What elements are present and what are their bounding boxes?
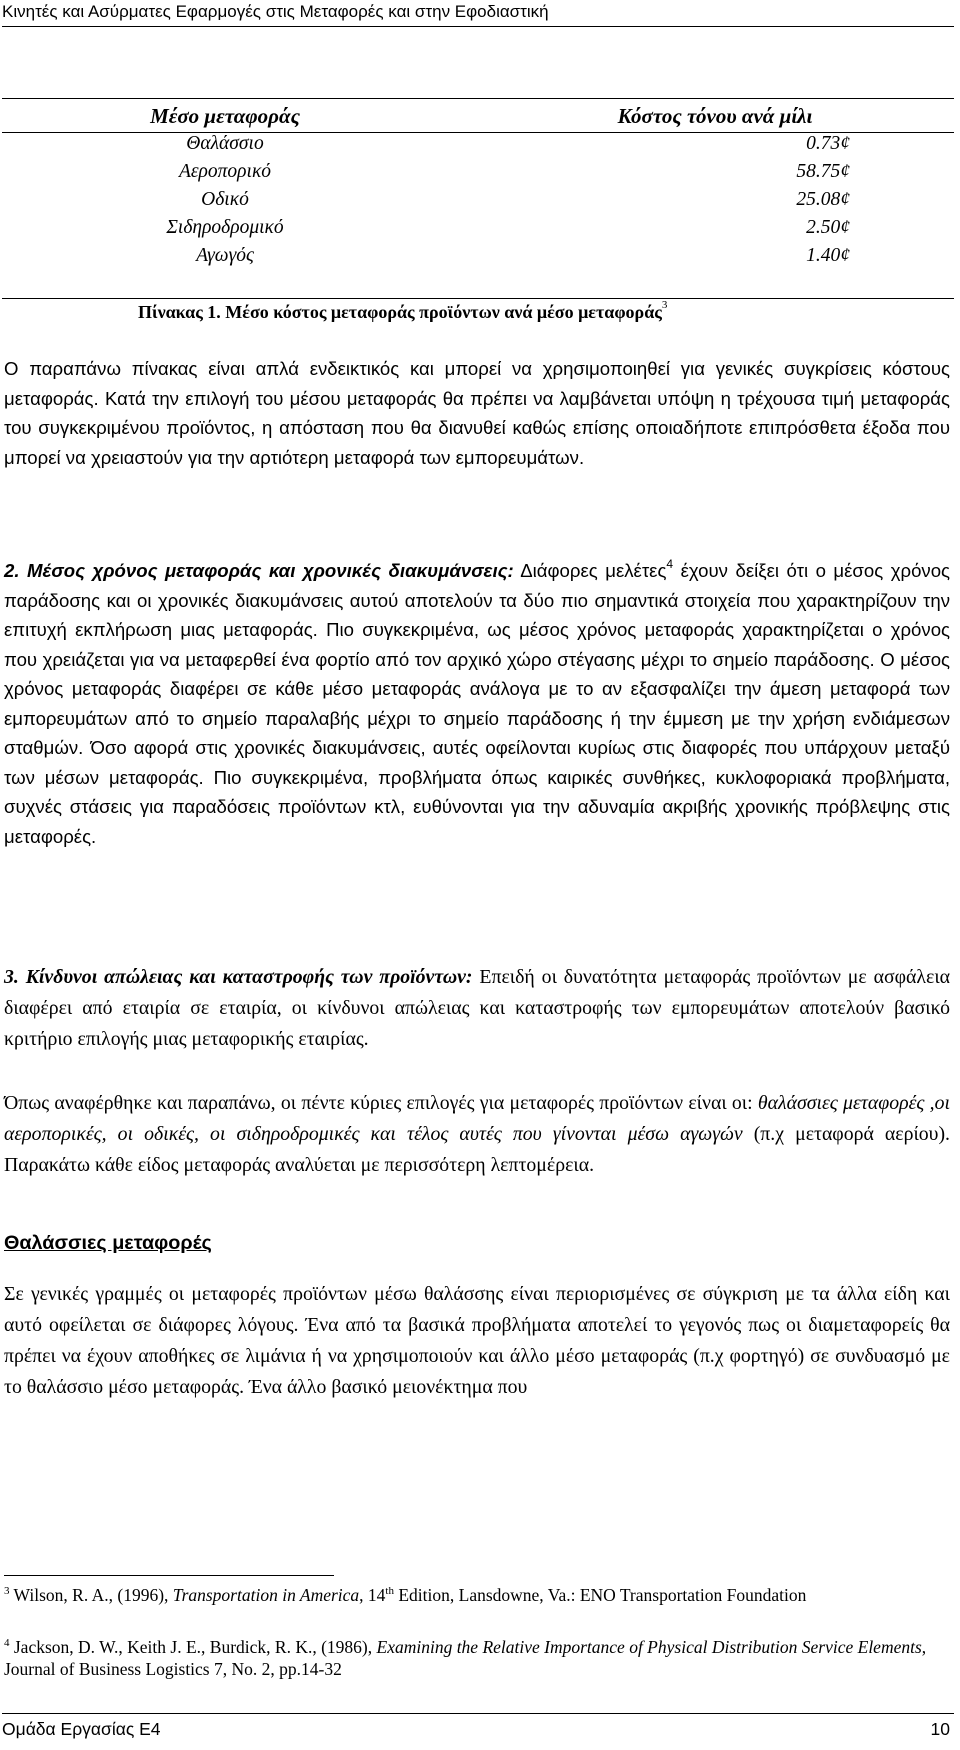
footnote-text: Jackson, D. W., Keith J. E., Burdick, R. K., (1986),: [9, 1637, 377, 1657]
footnote-number: 3: [4, 1585, 10, 1597]
col-header-cost: Κόστος τόνου ανά μίλι: [617, 104, 813, 128]
table-cell-mode: Οδικό: [201, 189, 249, 210]
footnote-separator: [4, 1575, 334, 1576]
table-cell-cost: 1.40¢: [806, 245, 850, 266]
intro-paragraph: [4, 354, 950, 472]
col-header-mode: Μέσο μεταφοράς: [150, 104, 300, 128]
page-footer: [2, 1713, 954, 1740]
summary-italic: θαλάσσιες μεταφορές ,οι αεροπορικές, οι οδικές, οι σιδηροδρομικές και τέλος αυτές που γίνονται μέσω αγωγών: [4, 1092, 950, 1145]
sea-paragraph: [4, 1279, 950, 1403]
footnote-ref: 4: [666, 557, 674, 571]
table-cell-cost: 0.73¢: [806, 133, 850, 154]
footnote-text: Edition, Lansdowne, Va.: ENO Transportation Foundation: [393, 1585, 807, 1605]
footnote-text: , Journal of Business Logistics 7, No. 2, pp.14-32: [4, 1637, 927, 1679]
table-cell-cost: 2.50¢: [806, 217, 850, 238]
summary-end: (π.χ μεταφορά αερίου). Παρακάτω κάθε είδος μεταφοράς αναλύεται με περισσότερη λεπτομέρεια.: [4, 1123, 951, 1176]
table-cell-mode: Αεροπορικό: [178, 161, 272, 182]
point-2-title: 2. Μέσος χρόνος μεταφοράς και χρονικές διακυμάνσεις:: [4, 560, 514, 581]
footnote-text: Wilson, R. A., (1996),: [9, 1585, 173, 1605]
table-top-rule: [2, 98, 954, 99]
point-3-paragraph: [4, 962, 950, 1055]
footnote-text: , 14: [359, 1585, 386, 1605]
summary-paragraph: [4, 1088, 950, 1181]
point-2-paragraph: [4, 556, 950, 851]
footnote-superscript: th: [385, 1585, 394, 1597]
summary-start: Όπως αναφέρθηκε και παραπάνω, οι πέντε κύριες επιλογές για μεταφορές προϊόντων είναι οι:: [4, 1092, 758, 1114]
table-cell-mode: Αγωγός: [196, 245, 254, 266]
intro-text: Ο παραπάνω πίνακας είναι απλά ενδεικτικός και μπορεί να χρησιμοποιηθεί για γενικές συγκρίσεις κόστους μεταφοράς. Κατά την επιλογή του μέσου μεταφοράς θα πρέπει να λαμβάνεται υπόψη η τρέχουσα τιμή μεταφοράς του συγκεκριμένου προϊόντος, η απόσταση που θα διανυθεί καθώς επίσης οποιαδήποτε επιπρόσθετα έξοδα που μπορεί να χρειαστούν για την αρτιότερη μεταφορά των εμπορευμάτων.: [4, 358, 950, 468]
table-bottom-rule: [2, 298, 954, 299]
footnote-title: Examining the Relative Importance of Physical Distribution Service Elements: [376, 1637, 922, 1657]
table-cell-cost: 58.75¢: [796, 161, 850, 182]
point-2-lead: Διάφορες μελέτες: [513, 560, 667, 581]
footnote-3: [4, 1584, 950, 1606]
point-3-text: Επειδή οι δυνατότητα μεταφοράς προϊόντων με ασφάλεια διαφέρει από εταιρία σε εταιρία, οι κίνδυνοι απώλειας και καταστροφής των εμπορευμάτων αποτελούν βασικό κριτήριο επιλογής μιας μεταφορικής εταιρίας.: [4, 966, 950, 1050]
table-cell-mode: Θαλάσσιο: [186, 133, 264, 154]
point-2-text: έχουν δείξει ότι ο μέσος χρόνος παράδοσης και οι χρονικές διακυμάνσεις αυτού αποτελούν τα δύο πιο σημαντικά στοιχεία που χαρακτηρίζουν την επιτυχή εκπλήρωση μιας μεταφοράς. Πιο συγκεκριμένα, ως μέσος χρόνος μεταφοράς χαρακτηρίζεται ο χρόνος που χρειάζεται για να μεταφερθεί ένα φορτίο από τον αρχικό χώρο στέγασης μέχρι το σημείο παράδοσης. Ο μέσος χρόνος μεταφοράς διαφέρει σε κάθε μέσο μεταφοράς ανάλογα με το αν εξασφαλίζει την άμεση μεταφορά των εμπορευμάτων από το σημείο παραλαβής μέχρι το σημείο παράδοσης ή την έμμεση με την χρήση ενδιάμεσων σταθμών. Όσο αφορά στις χρονικές διακυμάνσεις, αυτές οφείλονται κυρίως στις διαφορές που υπάρχουν μεταξύ των μέσων μεταφοράς. Πιο συγκεκριμένα, προβλήματα όπως καιρικές συνθήκες, κυκλοφοριακά προβλήματα, συχνές στάσεις για παραδόσεις προϊόντων κτλ, ευθύνονται για την αδυναμία ακριβής χρονικής πρόβλεψης στις μεταφορές.: [4, 560, 951, 847]
section-title-sea: Θαλάσσιες μεταφορές: [4, 1232, 212, 1254]
table-cell-mode: Σιδηροδρομικό: [166, 217, 284, 238]
table-caption-text: Πίνακας 1. Μέσο κόστος μεταφοράς προϊόντων ανά μέσο μεταφοράς: [138, 302, 662, 322]
point-3-title: 3. Κίνδυνοι απώλειας και καταστροφής των προϊόντων:: [4, 966, 473, 988]
table-cell-cost: 25.08¢: [796, 189, 850, 210]
sea-text: Σε γενικές γραμμές οι μεταφορές προϊόντων μέσω θαλάσσης είναι περιορισμένες σε σύγκριση με τα άλλα είδη και αυτό οφείλεται σε διάφορες λόγους. Ένα από τα βασικά προβλήματα αποτελεί το γεγονός πως οι διαμεταφορείς θα πρέπει να έχουν αποθήκες σε λιμάνια ή να χρησιμοποιούν και άλλο μέσο μεταφοράς (π.χ φορτηγό) σε συνδυασμό με το θαλάσσιο μέσο μεταφοράς. Ένα άλλο βασικό μειονέκτημα που: [4, 1283, 950, 1398]
table-caption: [138, 299, 668, 323]
running-header: Κινητές και Ασύρματες Εφαρμογές στις Μεταφορές και στην Εφοδιαστική: [2, 2, 954, 27]
footnote-number: 4: [4, 1637, 10, 1649]
footnote-4: [4, 1636, 950, 1680]
footnote-title: Transportation in America: [172, 1585, 360, 1605]
footer-group: Ομάδα Εργασίας Ε4: [2, 1719, 161, 1739]
footnote-ref: 3: [661, 299, 668, 311]
page-number: 10: [930, 1719, 950, 1739]
